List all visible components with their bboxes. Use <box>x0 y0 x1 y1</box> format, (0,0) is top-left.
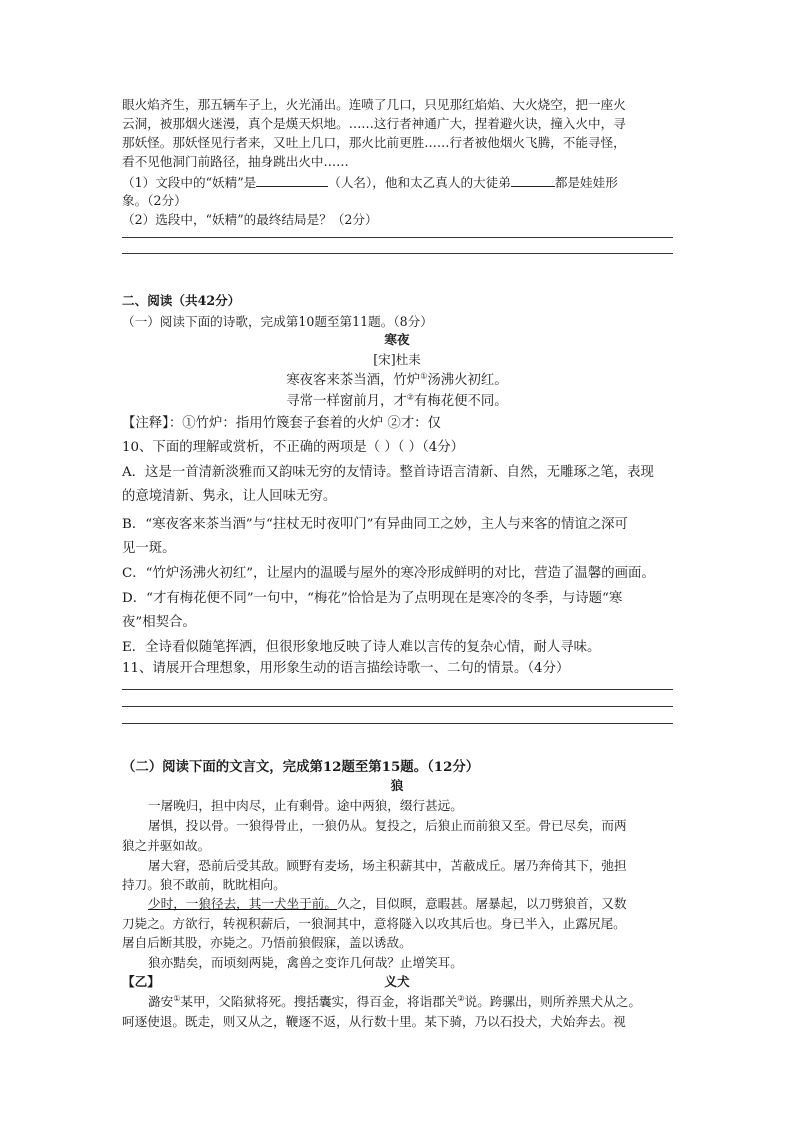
classical-instructions: （二）阅读下面的文言文，完成第12题至第15题。（12分） <box>122 759 480 775</box>
poem-note: 【注释】：①竹炉：指用竹篾套子套着的火炉 ②才：仅 <box>122 416 441 431</box>
poem-line-1-b: 汤沸火初红。 <box>427 373 508 388</box>
answer-line[interactable] <box>122 253 673 254</box>
answer-blank-disciple[interactable] <box>511 174 555 187</box>
q9-1-part-c: 都是娃娃形 <box>554 175 618 190</box>
question-10: 10、下面的理解或赏析，不正确的两项是（ ）（ ）（4分） <box>122 440 465 455</box>
excerpt-line-4: 看不见他洞门前路径，抽身跳出火中…… <box>122 154 349 169</box>
wolf-para-5: 狼亦黠矣，而顷刻两毙，禽兽之变诈几何哉？止增笑耳。 <box>148 955 463 970</box>
dog-text-a: 潞安 <box>148 994 174 1009</box>
poem-line-1 <box>0 373 794 389</box>
option-e: E．全诗看似随笔挥洒，但很形象地反映了诗人难以言传的复杂心情，耐人寻味。 <box>122 640 601 655</box>
wolf-para-2-line-2: 狼之并驱如故。 <box>122 838 211 853</box>
text-label-yi: 【乙】 <box>122 974 160 989</box>
question-9-1 <box>122 174 618 191</box>
excerpt-line-3: 那妖怪。那妖怪见行者来，又吐上几口，那火比前更胜……行者被他烟火飞腾，不能寻怪， <box>122 135 626 150</box>
footnote-mark: ① <box>173 993 181 1003</box>
dog-text-c: 说。跨骡出，则所养黑犬从之。 <box>464 994 641 1009</box>
poem-line-2 <box>0 394 794 410</box>
answer-line[interactable] <box>122 689 673 690</box>
footnote-mark: ② <box>457 993 465 1003</box>
excerpt-line-1: 眼火焰齐生，那五辆车子上，火光涌出。连喷了几口，只见那红焰焰、大火烧空，把一座火 <box>122 97 626 112</box>
q9-1-part-b: （人名），他和太乙真人的大徒弟 <box>328 175 511 190</box>
answer-line[interactable] <box>122 706 673 707</box>
poem-line-2-a: 寻常一样窗前月，才 <box>286 394 407 409</box>
section-heading-reading: 二、阅读（共42分） <box>122 293 241 308</box>
footnote-mark: ① <box>420 371 428 381</box>
option-d-line-2: 夜”相契合。 <box>122 615 196 630</box>
poem-line-1-a: 寒夜客来茶当酒，竹炉 <box>286 373 421 388</box>
answer-blank-name[interactable] <box>256 174 328 187</box>
dog-para-1-line-2: 呵逐使退。既走，则又从之，鞭逐不返，从行数十里。某下骑，乃以石投犬，犬始奔去。视 <box>122 1014 626 1029</box>
text-title-dog: 义犬 <box>384 974 410 989</box>
poem-instructions: （一）阅读下面的诗歌，完成第10题至第11题。（8分） <box>122 314 433 329</box>
question-9-1-cont: 象。（2分） <box>122 193 187 208</box>
option-b-line-2: 见一斑。 <box>122 541 176 556</box>
answer-line[interactable] <box>122 723 673 724</box>
poem-line-2-b: 有梅花便不同。 <box>413 394 508 409</box>
option-a-line-2: 的意境清新、隽永，让人回味无穷。 <box>122 489 337 504</box>
text-title-wolf: 狼 <box>390 778 404 793</box>
answer-line[interactable] <box>122 237 673 238</box>
wolf-para-4-rest: 久之，目似暝，意暇甚。屠暴起，以刀劈狼首，又数 <box>336 896 627 911</box>
question-11: 11、请展开合理想象，用形象生动的语言描绘诗歌一、二句的情景。（4分） <box>122 661 570 676</box>
wolf-para-3-line-2: 持刀。狼不敢前，眈眈相向。 <box>122 877 286 892</box>
wolf-para-4-line-3: 屠自后断其股，亦毙之。乃悟前狼假寐，盖以诱敌。 <box>122 935 412 950</box>
option-a-line-1: A．这是一首清新淡雅而又韵味无穷的友情诗。整首诗语言清新、自然，无雕琢之笔，表现 <box>122 465 654 480</box>
wolf-para-1: 一屠晚归，担中肉尽，止有剩骨。途中两狼，缀行甚远。 <box>148 798 463 813</box>
excerpt-line-2: 云洞，被那烟火迷漫，真个是熯天炽地。……这行者神通广大，捏着避火诀，撞入火中，寻 <box>122 116 626 131</box>
wolf-para-4-line-1 <box>148 896 627 912</box>
option-c: C．“竹炉汤沸火初红”，让屋内的温暖与屋外的寒冷形成鲜明的对比，营造了温馨的画面。 <box>122 566 655 581</box>
question-9-2: （2）选段中，“妖精”的最终结局是？（2分） <box>122 212 378 227</box>
poem-title: 寒夜 <box>384 332 410 347</box>
poem-author: [宋]杜耒 <box>373 352 421 367</box>
dog-para-1-line-1 <box>148 994 641 1010</box>
option-d-line-1: D．“才有梅花便不同”一句中，“梅花”恰恰是为了点明现在是寒冷的冬季，与诗题“寒 <box>122 591 623 606</box>
wolf-para-2-line-1: 屠惧，投以骨。一狼得骨止，一狼仍从。复投之，后狼止而前狼又至。骨已尽矣，而两 <box>148 818 627 833</box>
wolf-para-4-line-2: 刀毙之。方欲行，转视积薪后，一狼洞其中，意将隧入以攻其后也。身已半入，止露尻尾。 <box>122 916 626 931</box>
wolf-para-3-line-1: 屠大窘，恐前后受其敌。顾野有麦场，场主积薪其中，苫蔽成丘。屠乃奔倚其下，弛担 <box>148 858 627 873</box>
q9-1-part-a: （1）文段中的“妖精”是 <box>122 175 257 190</box>
dog-text-b: 某甲，父陷狱将死。搜括囊实，得百金，将诣郡关 <box>180 994 458 1009</box>
underlined-sentence: 少时，一狼径去，其一犬坐于前。 <box>148 896 337 911</box>
footnote-mark: ② <box>406 392 414 402</box>
option-b-line-1: B．“寒夜客来茶当酒”与“拄杖无时夜叩门”有异曲同工之妙，主人与来客的情谊之深可 <box>122 517 628 532</box>
